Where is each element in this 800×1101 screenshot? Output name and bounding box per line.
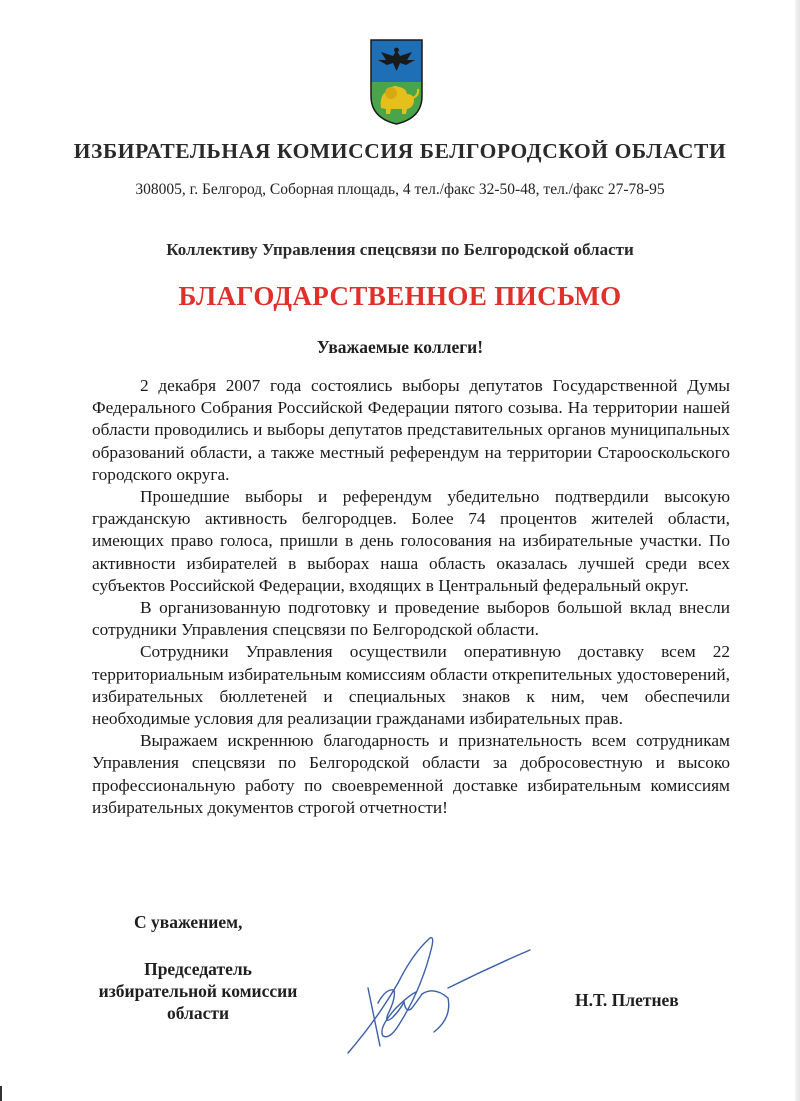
signer-position: [92, 958, 304, 1024]
organization-name: ИЗБИРАТЕЛЬНАЯ КОМИССИЯ БЕЛГОРОДСКОЙ ОБЛАСТИ: [73, 139, 727, 163]
letter-body: [92, 375, 730, 819]
handwritten-signature-icon: [338, 928, 538, 1068]
position-line: области: [166, 1003, 230, 1023]
position-line: Председатель: [144, 959, 252, 979]
organization-address: 308005, г. Белгород, Соборная площадь, 4 тел./факс 32-50-48, тел./факс 27-78-95: [135, 181, 665, 198]
body-paragraph: Прошедшие выборы и референдум убедительно подтвердили высокую гражданскую активность белгородцев. Более 74 процентов жителей области, имеющих право голоса, пришли в день голосования на избирательные участки. По активности избирателей в выборах наша область оказалась лучшей среди всех субъектов Российской Федерации, входящих в Центральный федеральный округ.: [92, 487, 730, 595]
scan-edge: [795, 0, 800, 1101]
body-paragraph: Сотрудники Управления осуществили оперативную доставку всем 22 территориальным избирательным комиссиям области открепительных удостоверений, избирательных бюллетеней и специальных знаков к ним, чем обеспечили необходимые условия для реализации гражданами избирательных прав.: [92, 642, 730, 729]
belgorod-coat-of-arms-icon: [369, 38, 424, 126]
closing-phrase: С уважением,: [134, 912, 243, 932]
body-paragraph: Выражаем искреннюю благодарность и признательность всем сотрудникам Управления спецсвязи по Белгородской области за добросовестную и высоко профессиональную работу по своевременной доставке избирательным комиссиям избирательных документов строгой отчетности!: [92, 731, 730, 817]
letter-title: БЛАГОДАРСТВЕННОЕ ПИСЬМО: [178, 281, 622, 311]
letter-salutation: Уважаемые коллеги!: [316, 337, 484, 357]
body-paragraph: В организованную подготовку и проведение выборов большой вклад внесли сотрудники Управления спецсвязи по Белгородской области.: [92, 598, 730, 640]
signer-name: Н.Т. Плетнев: [575, 990, 679, 1010]
scan-artifact: [0, 1086, 2, 1101]
letter-recipient: Коллективу Управления спецсвязи по Белгородской области: [166, 240, 634, 259]
body-paragraph: 2 декабря 2007 года состоялись выборы депутатов Государственной Думы Федерального Собрания Российской Федерации пятого созыва. На территории нашей области проводились и выборы депутатов представительных органов муниципальных образований области, а также местный референдум на территории Старооскольского городского округа.: [92, 376, 730, 484]
position-line: избирательной комиссии: [98, 981, 298, 1001]
